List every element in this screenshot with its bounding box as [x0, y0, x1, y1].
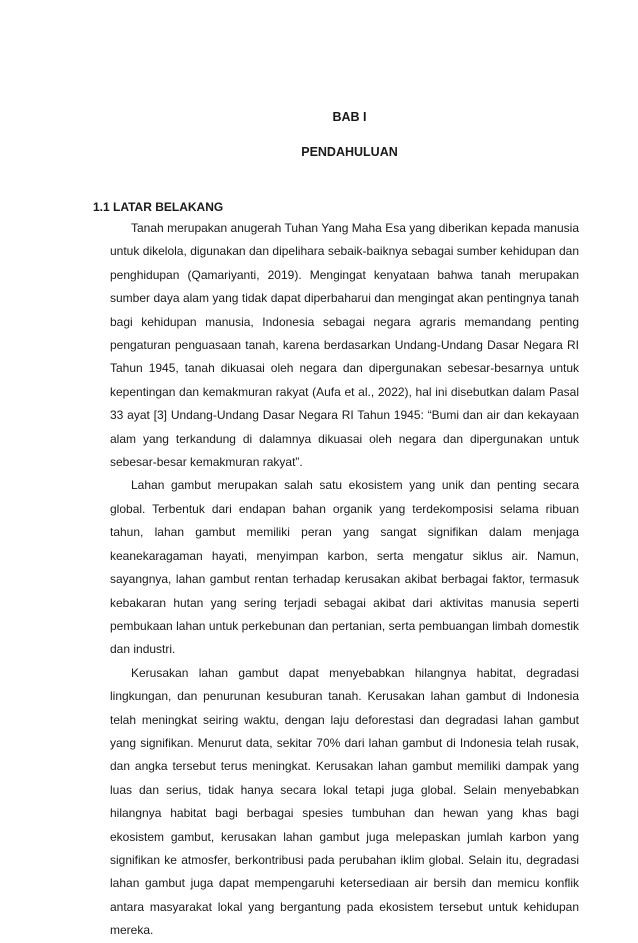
chapter-number: BAB I [332, 110, 367, 124]
paragraph-3: Kerusakan lahan gambut dapat menyebabkan hilangnya habitat, degradasi lingkungan, dan penurunan kesuburan tanah. Kerusakan lahan gambut di Indonesia telah meningkat seiring waktu, dengan laju deforestasi dan degradasi lahan gambut yang signifikan. Menurut data, sekitar 70% dari lahan gambut di Indonesia telah rusak, dan angka tersebut terus meningkat. Kerusakan lahan gambut memiliki dampak yang luas dan serius, tidak hanya secara lokal tetapi juga global. Selain menyebabkan hilangnya habitat bagi berbagai spesies tumbuhan dan hewan yang khas bagi ekosistem gambut, kerusakan lahan gambut juga melepaskan jumlah karbon yang signifikan ke atmosfer, berkontribusi pada perubahan iklim global. Selain itu, degradasi lahan gambut juga dapat mempengaruhi ketersediaan air bersih dan memicu konflik antara masyarakat lokal yang bergantung pada ekosistem tersebut untuk kehidupan mereka. [110, 665, 579, 938]
paragraph-1: Tanah merupakan anugerah Tuhan Yang Maha Esa yang diberikan kepada manusia untuk dikelola, digunakan dan dipelihara sebaik-baiknya sebagai sumber kehidupan dan penghidupan (Qamariyanti, 2019). Mengingat kenyataan bahwa tanah merupakan sumber daya alam yang tidak dapat diperbaharui dan mengingat akan pentingnya tanah bagi kehidupan manusia, Indonesia sebagai negara agraris memandang penting pengaturan penguasaan tanah, karena berdasarkan Undang-Undang Dasar Negara RI Tahun 1945, tanah dikuasai oleh negara dan dipergunakan sebesar-besarnya untuk kepentingan dan kemakmuran rakyat (Aufa et al., 2022), hal ini disebutkan dalam Pasal 33 ayat [3] Undang-Undang Dasar Negara RI Tahun 1945: “Bumi dan air dan kekayaan alam yang terkandung di dalamnya dikuasai oleh negara dan dipergunakan untuk sebesar-besar kemakmuran rakyat”. [110, 221, 579, 470]
body-text [110, 217, 579, 943]
chapter-title: PENDAHULUAN [301, 145, 398, 159]
section-heading: 1.1 LATAR BELAKANG [93, 200, 224, 214]
paragraph-2: Lahan gambut merupakan salah satu ekosistem yang unik dan penting secara global. Terbentuk dari endapan bahan organik yang terdekomposisi selama ribuan tahun, lahan gambut memiliki peran yang sangat signifikan dalam menjaga keanekaragaman hayati, menyimpan karbon, serta mengatur siklus air. Namun, sayangnya, lahan gambut rentan terhadap kerusakan akibat berbagai faktor, termasuk kebakaran hutan yang sering terjadi sebagai akibat dari aktivitas manusia seperti pembukaan lahan untuk perkebunan dan pertanian, serta pembuangan limbah domestik dan industri. [110, 478, 579, 657]
